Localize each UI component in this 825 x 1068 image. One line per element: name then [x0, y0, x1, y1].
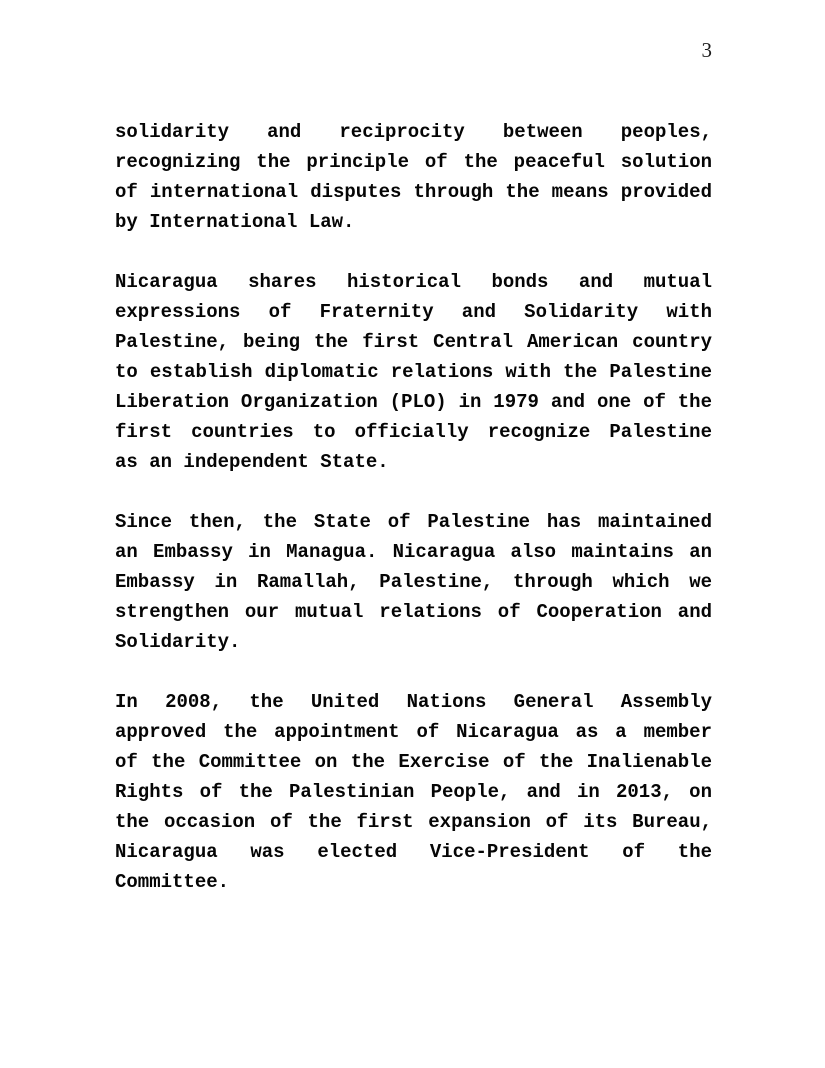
text-line: as an independent State.	[115, 451, 389, 473]
text-line: by International Law.	[115, 211, 355, 233]
text-line: Nicaragua shares historical bonds and mutual	[115, 271, 712, 293]
text-line: In 2008, the United Nations General Assembly	[115, 691, 712, 713]
text-line: strengthen our mutual relations of Cooperation and	[115, 601, 712, 623]
text-line: Liberation Organization (PLO) in 1979 and one of the	[115, 391, 712, 413]
document-text	[115, 117, 712, 927]
text-line: Embassy in Ramallah, Palestine, through which we	[115, 571, 712, 593]
text-line: to establish diplomatic relations with the Palestine	[115, 361, 712, 383]
text-line: of international disputes through the means provided	[115, 181, 712, 203]
text-line: solidarity and reciprocity between peoples,	[115, 121, 712, 143]
text-line: of the Committee on the Exercise of the Inalienable	[115, 751, 712, 773]
paragraph	[115, 687, 712, 897]
text-line: approved the appointment of Nicaragua as a member	[115, 721, 712, 743]
text-line: Rights of the Palestinian People, and in 2013, on	[115, 781, 712, 803]
page-number: 3	[701, 38, 712, 62]
paragraph	[115, 267, 712, 477]
text-line: recognizing the principle of the peaceful solution	[115, 151, 712, 173]
text-line: first countries to officially recognize Palestine	[115, 421, 712, 443]
text-line: the occasion of the first expansion of its Bureau,	[115, 811, 712, 833]
text-line: Committee.	[115, 871, 230, 893]
paragraph	[115, 507, 712, 657]
text-line: expressions of Fraternity and Solidarity with	[115, 301, 712, 323]
text-line: Solidarity.	[115, 631, 241, 653]
text-line: Nicaragua was elected Vice-President of the	[115, 841, 712, 863]
paragraph	[115, 117, 712, 237]
text-line: Since then, the State of Palestine has maintained	[115, 511, 712, 533]
text-line: Palestine, being the first Central American country	[115, 331, 712, 353]
text-line: an Embassy in Managua. Nicaragua also maintains an	[115, 541, 712, 563]
